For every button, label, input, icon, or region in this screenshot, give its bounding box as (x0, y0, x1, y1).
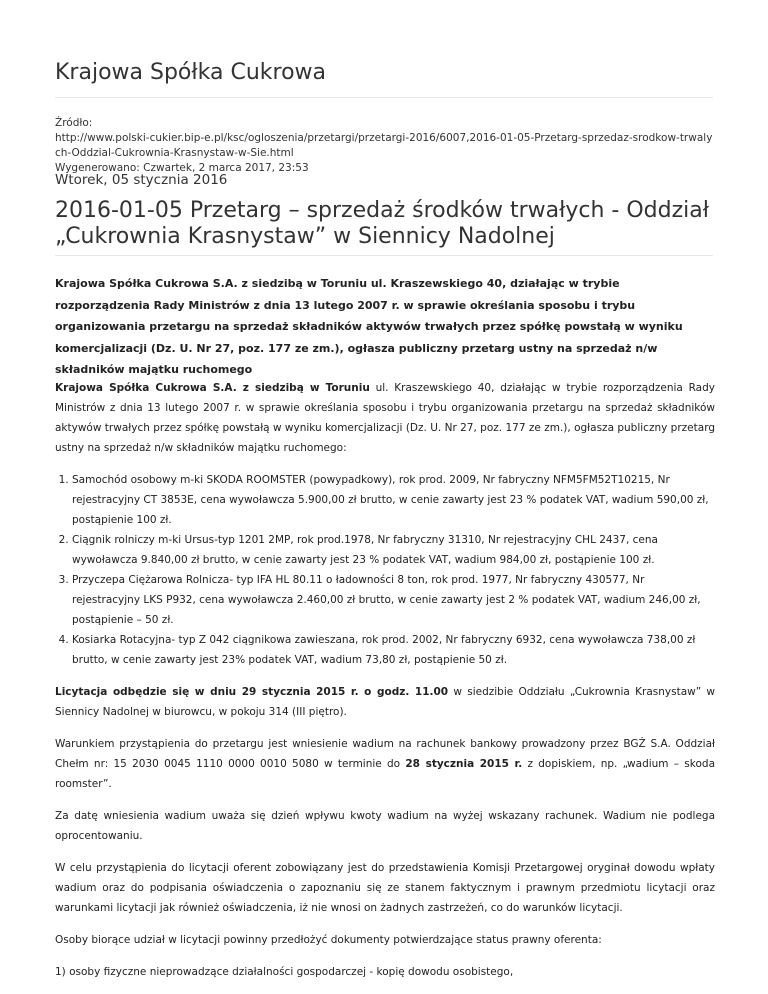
list-item: 2. Ciągnik rolniczy m-ki Ursus-typ 1201 2MP, rok prod.1978, Nr fabryczny 31310, Nr rejestracyjny CHL 2437, cena wywoławcza 9.840,00 zł brutto, w cenie zawarty jest 23 % podatek VAT, wadium 984,00 zł, postąpienie 100 zł. (72, 530, 715, 570)
deposit-deadline: 28 stycznia 2015 r. (405, 758, 523, 770)
article-body (55, 378, 715, 994)
article-title: 2016-01-05 Przetarg – sprzedaż środków trwałych - Oddział „Cukrownia Krasnystaw” w Siennicy Nadolnej (55, 198, 709, 249)
source-label: Źródło: (55, 117, 93, 129)
deposit-paragraph (55, 734, 715, 794)
items-list (55, 470, 715, 670)
list-item: 1. Samochód osobowy m-ki SKODA ROOMSTER (powypadkowy), rok prod. 2009, Nr fabryczny NFM5FM52T10215, Nr rejestracyjny CT 3853E, cena wywoławcza 5.900,00 zł brutto, w cenie zawarty jest 23 % podatek VAT, wadium 590,00 zł, postąpienie 100 zł. (72, 470, 715, 530)
article-date: Wtorek, 05 stycznia 2016 (55, 172, 228, 188)
auction-paragraph (55, 682, 715, 722)
documents-paragraph: Osoby biorące udział w licytacji powinny przedłożyć dokumenty potwierdzające status prawny oferenta: (55, 934, 602, 946)
auction-rest: w siedzibie Oddziału „Cukrownia Krasnystaw” w Siennicy Nadolnej w biurowcu, w pokoju 314 (III piętro). (55, 686, 716, 718)
deposit-post: z dopiskiem, np. „wadium – skoda roomster”. (55, 758, 716, 790)
intro-paragraph (55, 378, 715, 458)
list-item: 4. Kosiarka Rotacyjna- typ Z 042 ciągnikowa zawieszana, rok prod. 2002, Nr fabryczny 6932, cena wywoławcza 738,00 zł brutto, w cenie zawarty jest 23% podatek VAT, wadium 73,80 zł, postąpienie 50 zł. (72, 630, 715, 670)
generated-timestamp: Wygenerowano: Czwartek, 2 marca 2017, 23:53 (55, 162, 309, 174)
source-url: http://www.polski-cukier.bip-e.pl/ksc/ogloszenia/przetargi/przetargi-2016/6007,2016-01-05-Przetarg-sprzedaz-srodkow-trwalych-Oddzial-Cukrownia-Krasnystaw-w-Sie.html (55, 132, 713, 159)
conditions-paragraph: W celu przystąpienia do licytacji oferent zobowiązany jest do przedstawienia Komisji Przetargowej oryginał dowodu wpłaty wadium oraz do podpisania oświadczenia o zapoznaniu się ze stanem faktycznym i prawnym przedmiotu licytacji oraz warunkami licytacji jak również oświadczenia, iż nie wnosi on żadnych zastrzeżeń, co do warunków licytacji. (55, 862, 715, 914)
title-divider (55, 255, 713, 256)
documents-point-1: 1) osoby fizyczne nieprowadzące działalności gospodarczej - kopię dowodu osobistego, (55, 966, 514, 978)
list-item: 3. Przyczepa Ciężarowa Rolnicza- typ IFA HL 80.11 o ładowności 8 ton, rok prod. 1977, Nr fabryczny 430577, Nr rejestracyjny LKS P932, cena wywoławcza 2.460,00 zł brutto, w cenie zawarty jest 2 % podatek VAT, wadium 246,00 zł, postąpienie – 50 zł. (72, 570, 715, 630)
deposit-pre: Warunkiem przystąpienia do przetargu jest wniesienie wadium na rachunek bankowy prowadzony przez BGŻ S.A. Oddział Chełm nr: 15 2030 0045 1110 0000 0010 5080 w terminie do (55, 738, 715, 770)
document-meta (55, 116, 715, 176)
article-lead: Krajowa Spółka Cukrowa S.A. z siedzibą w Toruniu ul. Kraszewskiego 40, działając w trybie rozporządzenia Rady Ministrów z dnia 13 lutego 2007 r. w sprawie określania sposobu i trybu organizowania przetargu na sprzedaż składników aktywów trwałych przez spółkę powstałą w wyniku komercjalizacji (Dz. U. Nr 27, poz. 177 ze zm.), ogłasza publiczny przetarg ustny na sprzedaż n/w składników majątku ruchomego (55, 277, 683, 376)
auction-bold: Licytacja odbędzie się w dniu 29 stycznia 2015 r. o godz. 11.00 (55, 686, 449, 698)
intro-bold: Krajowa Spółka Cukrowa S.A. z siedzibą w Toruniu (55, 382, 370, 394)
deposit-date-paragraph: Za datę wniesienia wadium uważa się dzień wpływu kwoty wadium na wyżej wskazany rachunek. Wadium nie podlega oprocentowaniu. (55, 810, 715, 842)
site-title: Krajowa Spółka Cukrowa (55, 60, 327, 85)
intro-rest: ul. Kraszewskiego 40, działając w trybie rozporządzenia Rady Ministrów z dnia 13 lutego 2007 r. w sprawie określania sposobu i trybu organizowania przetargu na sprzedaż składników aktywów trwałych przez spółkę powstałą w wyniku komercjalizacji (Dz. U. Nr 27, poz. 177 ze zm.), ogłasza publiczny przetarg ustny na sprzedaż n/w składników majątku ruchomego: (55, 382, 715, 454)
header-divider (55, 97, 713, 98)
